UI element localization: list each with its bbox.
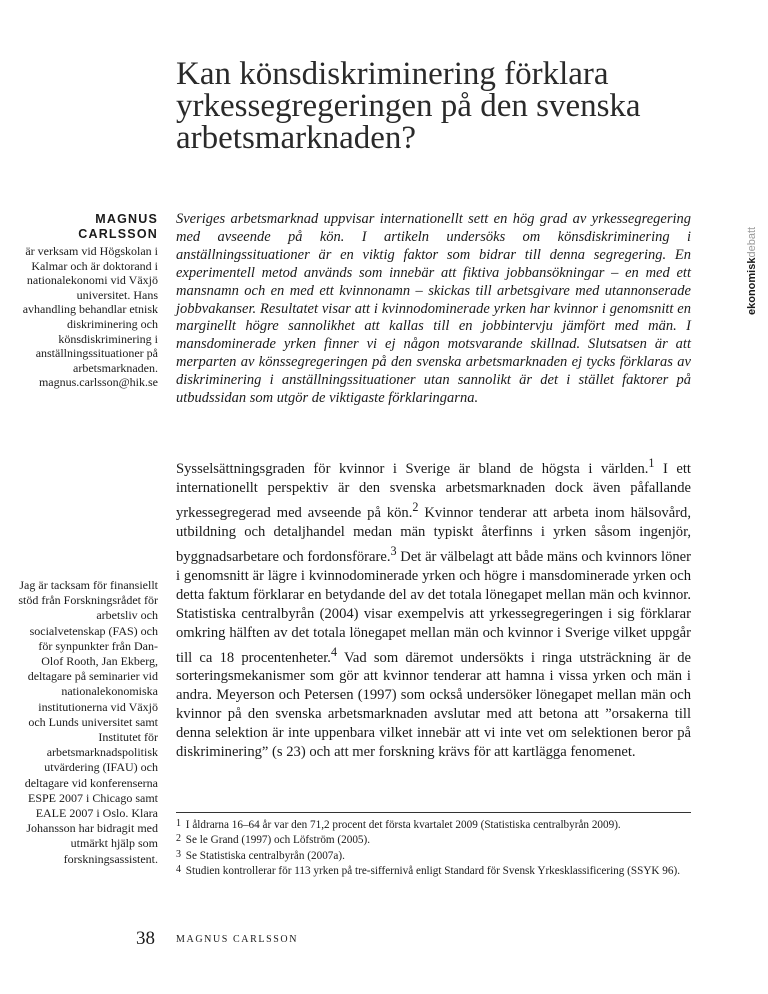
body-sentence-1: Sysselsättningsgraden för kvinnor i Sverige är bland de högsta i världen.	[176, 460, 649, 477]
section-tag-part1: ekonomisk	[746, 257, 758, 315]
footnote-number: 3	[176, 848, 181, 860]
journal-section-tag	[746, 227, 758, 315]
body-sentence-2: I ett internationellt perspektiv är den svenska arbetsmarknaden dock även påfallande yrkessegregerad med avseende på kön.	[176, 460, 691, 521]
footnote	[176, 863, 691, 878]
body-sentence-3: Kvinnor tenderar att arbeta inom hälsovård, utbildning och detaljhandel medan män typiskt återfinns i yrken såsom ingenjör, byggnadsarbetare och fordonsförare.	[176, 504, 691, 565]
abstract: Sveriges arbetsmarknad uppvisar internationellt sett en hög grad av yrkessegregering med avseende på kön. I artikeln undersöks om könsdiskriminering i anställningssituationer är en viktig faktor som bidrar till denna segregering. En experimentell metod används som innebär att fiktiva jobbansökningar – en med ett mansnamn och en med ett kvinnonamn – skickas till arbetsgivare med utannonserade jobbvakanser. Resultatet visar att i kvinnodominerade yrken har kvinnor i genomsnitt en marginellt högre sannolikhet att kallas till en jobbintervju jämfört med män. I mansdominerade yrken finner vi ej någon motsvarande skillnad. Slutsatsen är att merparten av könssegregeringen på den svenska arbetsmarknaden ej tycks förklaras av diskriminering i anställningssituationer utan sannolikt är det i stället faktorer på utbudssidan som utgör de viktigaste förklaringarna.	[176, 211, 691, 407]
footnote-ref-2: 2	[412, 499, 419, 514]
author-bio: är verksam vid Högskolan i Kalmar och är doktorand i nationalekonomi vid Växjö universitet. Hans avhandling behandlar etnisk diskriminering och könsdiskriminering i anställningssituationer på arbetsmarknaden.	[22, 244, 158, 375]
author-first-name: MAGNUS	[95, 212, 158, 226]
footnote-text: Se le Grand (1997) och Löfström (2005).	[185, 834, 371, 847]
article-title: Kan könsdiskriminering förklara yrkessegregeringen på den svenska arbetsmarknaden?	[176, 56, 641, 156]
footnote	[176, 817, 691, 832]
footnote	[176, 832, 691, 847]
acknowledgement: Jag är tacksam för finansiellt stöd från Forskningsrådet för arbetsliv och socialvetenskap (FAS) och för synpunkter från Dan-Olof Rooth, Jan Ekberg, deltagare på seminarier vid nationalekonomiska institutionerna vid Växjö och Lunds universitet samt Institutet för arbetsmarknadspolitisk utvärdering (IFAU) och deltagare vid konferenserna ESPE 2007 i Chicago samt EALE 2007 i Oslo. Klara Johansson har bidragit med utmärkt hjälp som forskningsassistent.	[18, 578, 158, 866]
footnote-ref-1: 1	[648, 456, 655, 470]
footnote-ref-4: 4	[330, 644, 338, 659]
footnotes	[176, 817, 691, 879]
footnote-number: 2	[176, 833, 181, 845]
footnote-ref-3: 3	[390, 543, 397, 558]
author-email: magnus.carlsson@hik.se	[38, 375, 158, 390]
running-footer-author: MAGNUS CARLSSON	[176, 934, 299, 945]
body-sentence-4: Det är välbelagt att både mäns och kvinnors löner i genomsnitt är lägre i kvinnodominerade yrken och högre i mansdominerade yrken och detta faktum förklarar en betydande del av det totala lönegapet mellan män och kvinnor. Statistiska centralbyrån (2004) visar exempelvis att yrkessegregeringen i sig förklarar omkring hälften av det totala lönegapet mellan män och kvinnor i Sverige vilket uppgår till ca 18 procentenheter.	[176, 548, 691, 666]
footnote-number: 1	[176, 818, 181, 829]
page-number: 38	[136, 928, 155, 949]
body-sentence-5: Vad som däremot undersökts i ringa utsträckning är de sorteringsmekanismer som gör att kvinnor tenderar att hamna i vissa yrken och män i andra. Meyerson och Petersen (1997) som också undersöker lönegapet mellan män och kvinnor på den svenska arbetsmarknaden avslutar med att betona att ”orsakerna till denna selektion är inte uppenbara vilket innebär att vi inte vet om selektionen beror på diskriminering” (s 23) och att mer forskning krävs för att kartlägga fenomenet.	[176, 649, 691, 761]
body-paragraph	[176, 454, 691, 762]
footnote	[176, 848, 691, 863]
author-last-name: CARLSSON	[78, 227, 158, 241]
footnote-divider	[176, 812, 691, 813]
author-info	[22, 212, 158, 390]
footnote-text: Se Statistiska centralbyrån (2007a).	[185, 849, 345, 862]
footnote-text: Studien kontrollerar för 113 yrken på tre-siffernivå enligt Standard för Svensk Yrkesklassificering (SSYK 96).	[185, 865, 681, 878]
section-tag-part2: debatt	[746, 226, 758, 258]
footnote-text: I åldrarna 16–64 år var den 71,2 procent det första kvartalet 2009 (Statistiska centralbyrån 2009).	[185, 819, 621, 831]
footnote-number: 4	[176, 864, 181, 876]
author-name	[22, 212, 158, 242]
